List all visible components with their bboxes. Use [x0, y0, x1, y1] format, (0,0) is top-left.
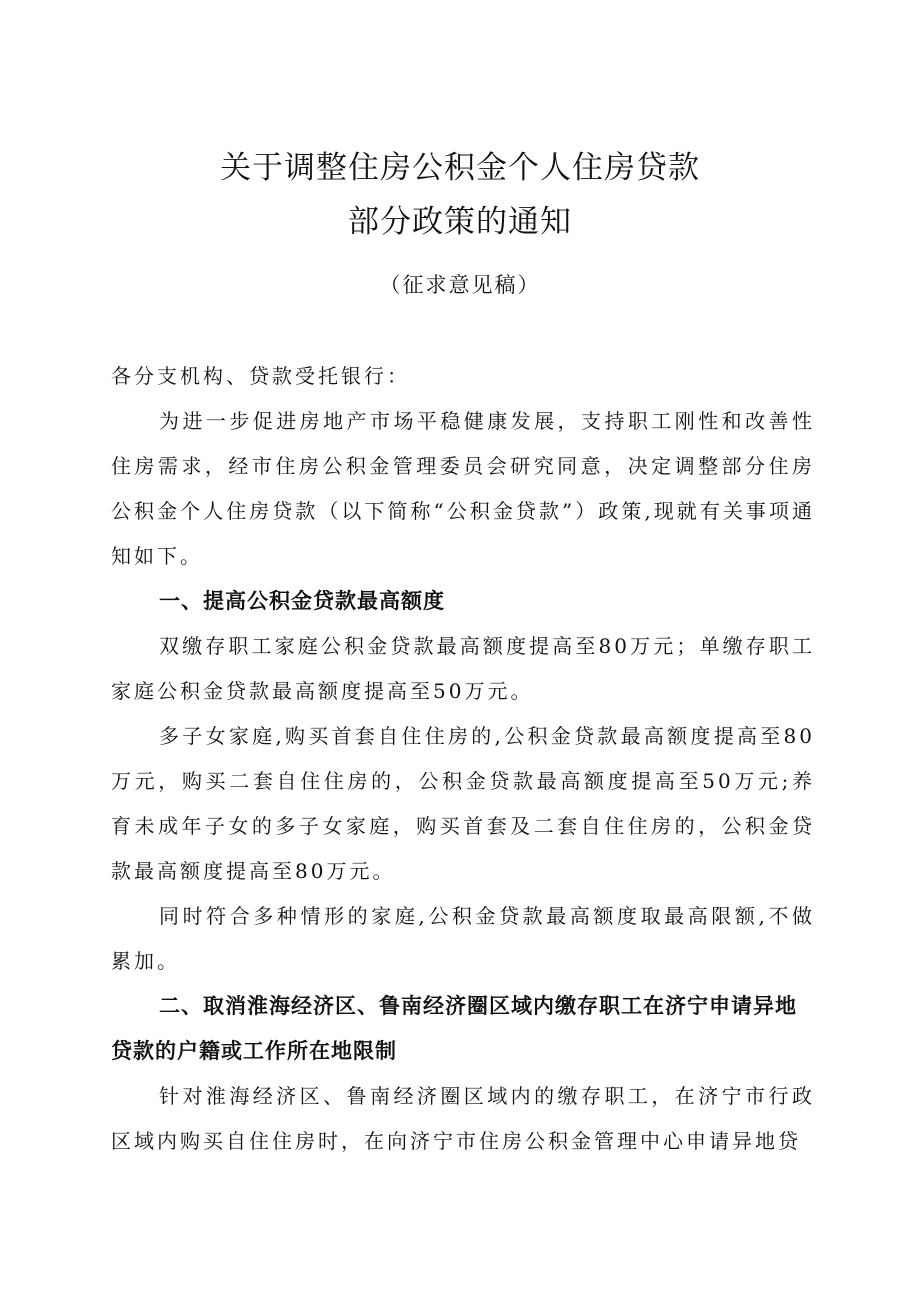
salutation: 各分支机构、贷款受托银行： [111, 364, 410, 388]
document-title-line-1: 关于调整住房公积金个人住房贷款 [220, 150, 700, 186]
section-1-paragraph-2: 多子女家庭,购买首套自住住房的,公积金贷款最高额度提高至80万元，购买二套自住住房的，公积金贷款最高额度提高至50万元;养育未成年子女的多子女家庭，购买首套及二套自住住房的，公积金贷款最高额度提高至80万元。 [111, 724, 815, 883]
document-body [111, 354, 815, 1164]
section-1-paragraph-1: 双缴存职工家庭公积金贷款最高额度提高至80万元；单缴存职工家庭公积金贷款最高额度提高至50万元。 [111, 634, 815, 703]
section-2-paragraph-1: 针对淮海经济区、鲁南经济圈区域内的缴存职工，在济宁市行政区域内购买自住住房时，在向济宁市住房公积金管理中心申请异地贷 [111, 1084, 815, 1153]
document-subtitle: （征求意见稿） [379, 273, 541, 297]
section-2-heading: 二、取消淮海经济区、鲁南经济圈区域内缴存职工在济宁申请异地贷款的户籍或工作所在地限制 [111, 994, 797, 1063]
intro-paragraph: 为进一步促进房地产市场平稳健康发展，支持职工刚性和改善性住房需求，经市住房公积金管理委员会研究同意，决定调整部分住房公积金个人住房贷款（以下简称“公积金贷款”）政策,现就有关事项通知如下。 [111, 409, 815, 568]
section-1-paragraph-3: 同时符合多种情形的家庭,公积金贷款最高额度取最高限额,不做累加。 [111, 904, 815, 973]
document-title-line-2: 部分政策的通知 [348, 204, 572, 240]
section-1-heading: 一、提高公积金贷款最高额度 [159, 589, 445, 613]
